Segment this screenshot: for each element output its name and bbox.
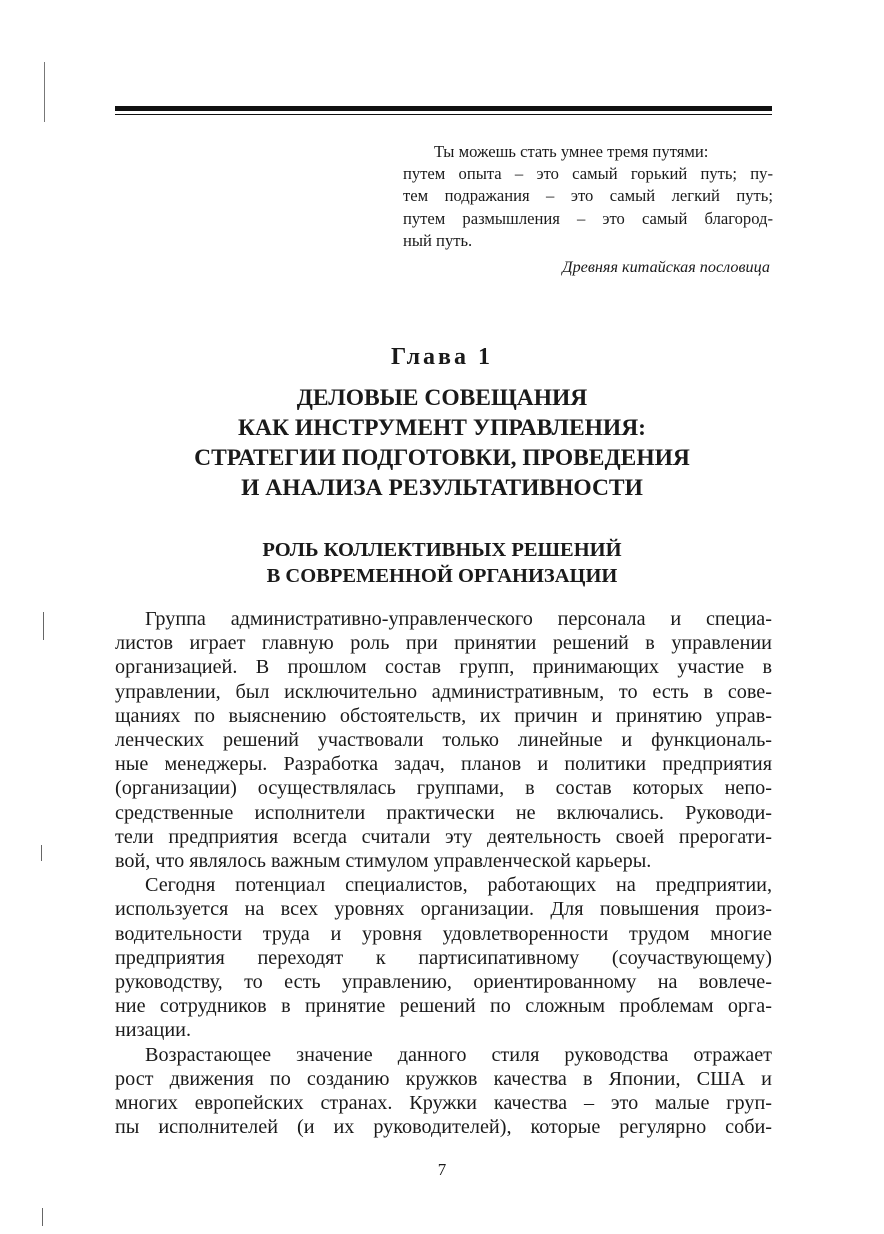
scan-artifact	[43, 612, 44, 640]
body-line: тели предприятия всегда считали эту деятельность своей прерогати-	[115, 825, 772, 848]
epigraph-line: путем опыта – это самый горький путь; пу-	[403, 164, 773, 184]
body-line: Возрастающее значение данного стиля руководства отражает	[145, 1043, 772, 1066]
epigraph-source: Древняя китайская пословица	[562, 258, 770, 276]
body-text	[115, 607, 772, 1139]
chapter-title-line: СТРАТЕГИИ ПОДГОТОВКИ, ПРОВЕДЕНИЯ	[194, 445, 690, 471]
body-line: многих европейских странах. Кружки качества – это малые груп-	[115, 1092, 772, 1115]
body-line: организацией. В прошлом состав групп, принимающих участие в	[115, 656, 772, 679]
section-title	[0, 538, 884, 589]
body-line: пы исполнителей (и их руководителей), которые регулярно соби-	[115, 1116, 772, 1139]
body-line: листов играет главную роль при принятии решений в управлении	[115, 632, 772, 655]
body-line: Сегодня потенциал специалистов, работающих на предприятии,	[145, 874, 772, 897]
body-line: рост движения по созданию кружков качества в Японии, США и	[115, 1067, 772, 1090]
page-number: 7	[437, 1160, 447, 1179]
body-line: низации.	[115, 1019, 191, 1042]
chapter-title-line: И АНАЛИЗА РЕЗУЛЬТАТИВНОСТИ	[241, 475, 643, 501]
epigraph-line: тем подражания – это самый легкий путь;	[403, 186, 773, 206]
body-line: ленческих решений участвовали только линейные и функциональ-	[115, 729, 772, 752]
scan-artifact	[44, 62, 45, 122]
chapter-title	[0, 383, 884, 503]
body-line: средственные исполнители практически не включались. Руководи-	[115, 801, 772, 824]
body-line: (организации) осуществлялась группами, в состав которых непо-	[115, 777, 772, 800]
epigraph	[403, 141, 773, 252]
scan-artifact	[41, 845, 42, 861]
body-line: щаниях по выяснению обстоятельств, их причин и принятию управ-	[115, 704, 772, 727]
body-line: вой, что являлось важным стимулом управленческой карьеры.	[115, 850, 652, 873]
body-line: используется на всех уровнях организации. Для повышения произ-	[115, 898, 772, 921]
body-line: предприятия переходят к партисипативному (соучаствующему)	[115, 946, 772, 969]
chapter-title-line: КАК ИНСТРУМЕНТ УПРАВЛЕНИЯ:	[238, 415, 646, 441]
section-title-line: РОЛЬ КОЛЛЕКТИВНЫХ РЕШЕНИЙ	[262, 539, 622, 561]
header-rule-thin	[115, 114, 772, 115]
body-line: руководству, то есть управлению, ориентированному на вовлече-	[115, 971, 772, 994]
epigraph-line: Ты можешь стать умнее тремя путями:	[434, 142, 709, 161]
epigraph-line: путем размышления – это самый благород-	[403, 208, 773, 228]
body-line: водительности труда и уровня удовлетворенности трудом многие	[115, 922, 772, 945]
body-line: ные менеджеры. Разработка задач, планов и политики предприятия	[115, 753, 772, 776]
body-line: управлении, был исключительно административным, то есть в сове-	[115, 680, 772, 703]
chapter-title-line: ДЕЛОВЫЕ СОВЕЩАНИЯ	[296, 385, 588, 411]
body-line: Группа административно-управленческого персонала и специа-	[145, 608, 772, 630]
section-title-line: В СОВРЕМЕННОЙ ОРГАНИЗАЦИИ	[266, 564, 618, 587]
scan-artifact	[42, 1208, 43, 1226]
header-rule-thick	[115, 106, 772, 111]
chapter-label: Глава 1	[391, 344, 493, 370]
body-line: ние сотрудников в принятие решений по сложным проблемам орга-	[115, 995, 772, 1018]
epigraph-line: ный путь.	[403, 230, 473, 250]
